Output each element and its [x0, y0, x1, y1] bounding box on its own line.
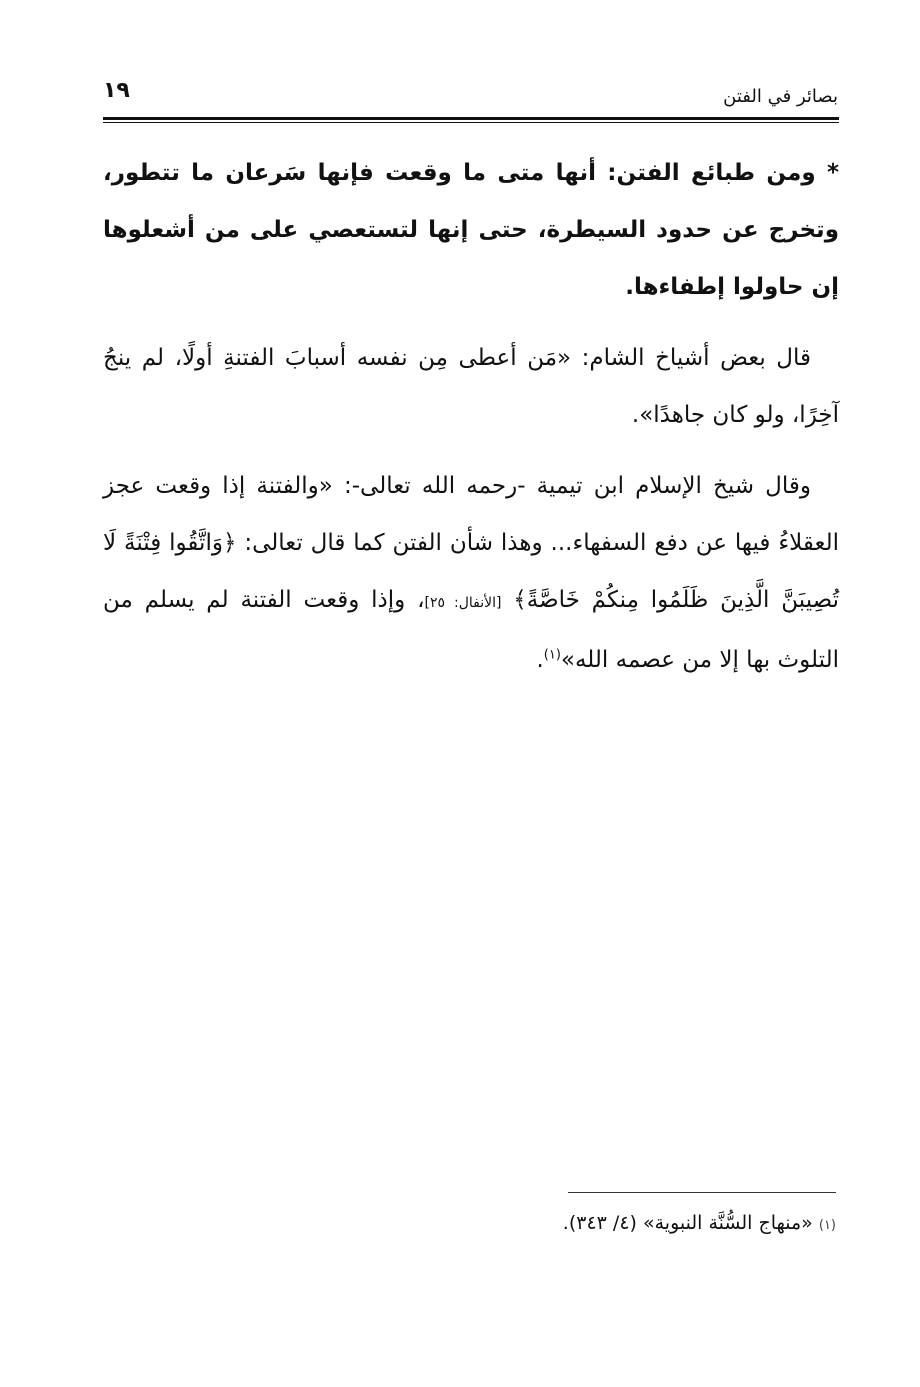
footnote: [300, 1212, 836, 1234]
header-rule-thin: [103, 122, 839, 123]
running-title: بصائر في الفتن: [723, 86, 838, 107]
footnote-mark: (١): [818, 1218, 836, 1233]
paragraph-ibn-taymiyyah-quote: [103, 458, 839, 689]
body-text: [103, 145, 839, 703]
footnote-text: «منهاج السُّنَّة النبوية» (٤/ ٣٤٣).: [562, 1212, 813, 1234]
quote-end: .: [536, 647, 544, 673]
paragraph-nature-of-fitan: * ومن طبائع الفتن: أنها متى ما وقعت فإنها سَرعان ما تتطور، وتخرج عن حدود السيطرة، حتى إنها لتستعصي على من أشعلوها إن حاولوا إطفاءها.: [103, 160, 839, 300]
page-number: ١٩: [103, 78, 130, 103]
page-header: [103, 78, 838, 118]
footnote-separator: [568, 1192, 836, 1193]
footnote-reference[interactable]: (١): [543, 647, 561, 663]
quran-verse: ﴿وَاتَّقُوا فِتْنَةً لَا تُصِيبَنَّ الَّذِينَ ظَلَمُوا مِنكُمْ خَاصَّةً﴾: [103, 530, 840, 613]
header-rule-thick: [103, 117, 839, 120]
quote-rest: ، وإذا وقعت الفتنة لم يسلم من التلوث بها إلا من عصمه الله»: [103, 587, 839, 673]
verse-citation: [الأنفال: ٢٥]: [424, 595, 502, 611]
paragraph-sham-scholars-quote: قال بعض أشياخ الشام: «مَن أعطى مِن نفسه أسبابَ الفتنةِ أولًا، لم ينجُ آخِرًا، ولو كان جاهدًا».: [103, 345, 839, 428]
quote-intro: وقال شيخ الإسلام ابن تيمية -رحمه الله تعالى-: «والفتنة إذا وقعت عجز العقلاءُ فيها عن دفع السفهاء... وهذا شأن الفتن كما قال تعالى:: [103, 473, 839, 556]
